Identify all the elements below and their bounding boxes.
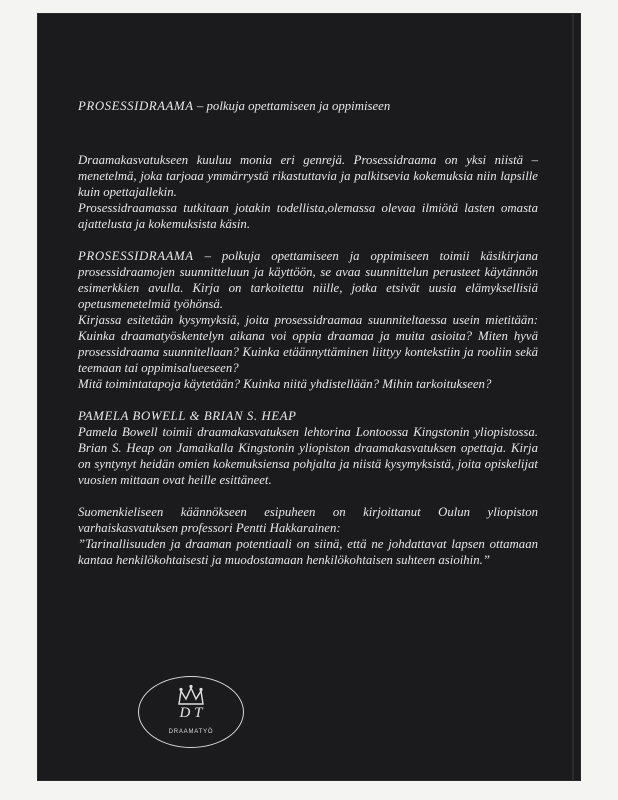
- title-caps: PROSESSIDRAAMA: [78, 99, 194, 113]
- questions-last-line: Mitä toimintatapoja käytetään? Kuinka niitä yhdistellään? Mihin tarkoitukseen?: [78, 377, 492, 391]
- book-back-cover: [38, 14, 580, 780]
- title-rest: – polkuja opettamiseen ja oppimiseen: [193, 99, 391, 113]
- questions-paragraph: Kirjassa esitetään kysymyksiä, joita prosessidraamaa suunniteltaessa usein mietitään: Kuinka draamatyöskentelyn aikana voi oppia draamaa ja muita asioita? Miten hyvä prosessidraama suunnitellaan? Kuinka etäännyttäminen liittyy kontekstiin ja rooliin sekä teemaan tai oppimisalueeseen?: [78, 313, 538, 375]
- foreword-quote: ”Tarinallisuuden ja draaman potentiaali on siinä, että ne johdattavat lapsen ottamaan kantaa henkilökohtaisesti ja muodostamaan henkilökohtaisen suhteen asioihin.”: [78, 537, 538, 567]
- logo-letters: D T: [179, 705, 203, 721]
- authors-paragraph: Pamela Bowell toimii draamakasvatuksen lehtorina Lontoossa Kingstonin yliopistossa. Brian S. Heap on Jamaikalla Kingstonin yliopiston draamakasvatuksen opettaja. Kirja on syntynyt heidän omien kokemuksiensa pohjalta ja niistä kysymyksistä, joita opiskelijat vuosien mittaan ovat heille esittäneet.: [78, 425, 538, 487]
- publisher-logo: [138, 676, 244, 748]
- cover-text: [78, 98, 538, 568]
- intro-paragraph-2: Prosessidraamassa tutkitaan jotakin todellista,olemassa olevaa ilmiötä lasten omasta ajattelusta ja kokemuksista käsin.: [78, 201, 538, 231]
- book-description: [78, 248, 538, 312]
- intro-paragraph-1: Draamakasvatukseen kuuluu monia eri genrejä. Prosessidraama on yksi niistä – menetelmä, joka tarjoaa ymmärrystä rikastuttavia ja palkitsevia kokemuksia niin lapsille kuin opettajallekin.: [78, 153, 538, 199]
- cover-edge: [572, 14, 574, 780]
- authors-heading: PAMELA BOWELL & BRIAN S. HEAP: [78, 409, 297, 423]
- foreword-intro: Suomenkieliseen käännökseen esipuheen on kirjoittanut Oulun yliopiston varhaiskasvatuksen professori Pentti Hakkarainen:: [78, 505, 538, 535]
- logo-name: DRAAMATYÖ: [168, 729, 214, 735]
- book-caps: PROSESSIDRAAMA: [78, 249, 194, 263]
- cover-title: [78, 98, 538, 114]
- book-rest: – polkuja opettamiseen ja oppimiseen toimii käsikirjana prosessidraamojen suunnitteluun ja käyttöön, se avaa suunnittelun perusteet käytännön esimerkkien avulla. Kirja on tarkoitettu niille, jotka etsivät uusia elämyksellisiä opetusmenetelmiä työhönsä.: [78, 249, 538, 311]
